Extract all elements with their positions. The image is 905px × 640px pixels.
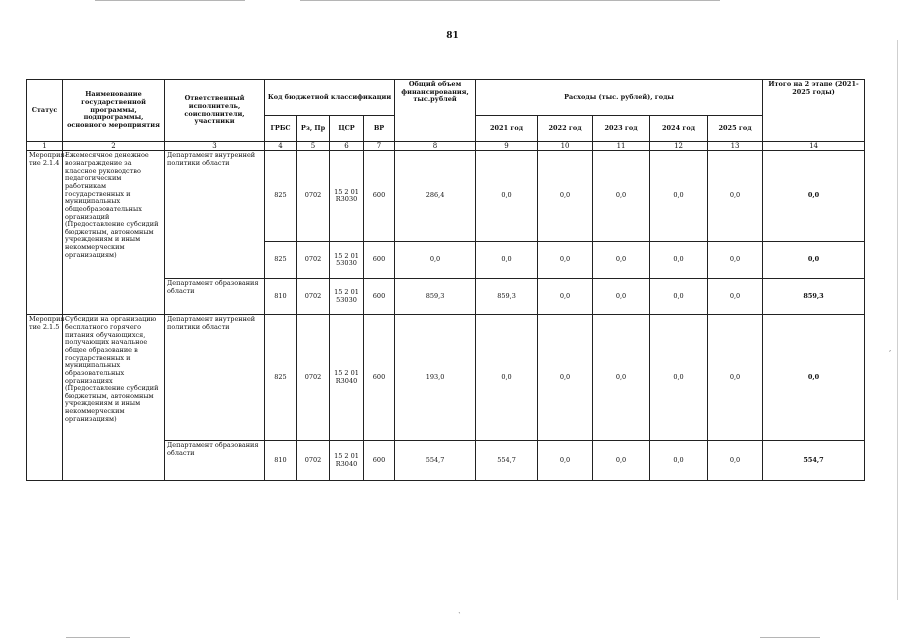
cell-grbs: 825	[265, 242, 297, 279]
cell-vr: 600	[364, 279, 395, 315]
row-status: Мероприя-тие 2.1.4	[27, 151, 63, 315]
cell-2025: 0,0	[708, 315, 763, 441]
column-number: 13	[708, 142, 763, 151]
column-number: 2	[63, 142, 165, 151]
page-number: 81	[446, 31, 459, 41]
header-year-2025: 2025 год	[708, 116, 763, 142]
cell-2025: 0,0	[708, 279, 763, 315]
cell-vr: 600	[364, 441, 395, 481]
cell-vr: 600	[364, 315, 395, 441]
column-number: 12	[650, 142, 708, 151]
cell-rzpr: 0702	[297, 151, 330, 242]
cell-grbs: 825	[265, 315, 297, 441]
cell-2023: 0,0	[593, 315, 650, 441]
column-number: 11	[593, 142, 650, 151]
cell-2024: 0,0	[650, 279, 708, 315]
header-status: Статус	[27, 80, 63, 142]
cell-grbs: 825	[265, 151, 297, 242]
row-status: Мероприя-тие 2.1.5	[27, 315, 63, 481]
cell-total: 554,7	[395, 441, 476, 481]
cell-csr: 15 2 01 53030	[330, 242, 364, 279]
cell-total: 0,0	[395, 242, 476, 279]
cell-rzpr: 0702	[297, 279, 330, 315]
cell-vr: 600	[364, 151, 395, 242]
cell-stage-total: 859,3	[763, 279, 865, 315]
row-responsible: Департамент внутренней политики области	[165, 151, 265, 279]
cell-2023: 0,0	[593, 441, 650, 481]
cell-2022: 0,0	[538, 279, 593, 315]
column-number: 9	[476, 142, 538, 151]
cell-csr: 15 2 01 53030	[330, 279, 364, 315]
cell-2025: 0,0	[708, 151, 763, 242]
header-rzpr: Рз, Пр	[297, 116, 330, 142]
row-name: Субсидии на организацию бесплатного горячего питания обучающихся, получающих начальное общее образование в государственных и муниципальных образовательных организациях (Предоставление субсидий бюджетным, автономным учреждениям и иным некоммерческим организациям)	[63, 315, 165, 481]
table-row	[27, 151, 865, 242]
table-row	[27, 315, 865, 441]
cell-2024: 0,0	[650, 441, 708, 481]
cell-grbs: 810	[265, 279, 297, 315]
scan-mark: `	[458, 612, 462, 620]
column-number: 8	[395, 142, 476, 151]
cell-2025: 0,0	[708, 242, 763, 279]
header-total-volume: Общий объем финансирования, тыс.рублей	[395, 80, 476, 142]
column-number: 3	[165, 142, 265, 151]
header-name: Наименование государственной программы, подпрограммы, основного мероприятия	[63, 80, 165, 142]
bottom-border-line	[66, 637, 130, 638]
cell-2023: 0,0	[593, 279, 650, 315]
row-name: Ежемесячное денежное вознаграждение за классное руководство педагогическим работникам государственных и муниципальных общеобразовательных организаций (Предоставление субсидий бюджетным, автономным учреждениям и иным некоммерческим организациям)	[63, 151, 165, 315]
column-number: 6	[330, 142, 364, 151]
cell-2023: 0,0	[593, 242, 650, 279]
header-budget-code: Код бюджетной классификации	[265, 80, 395, 116]
column-number: 14	[763, 142, 865, 151]
cell-stage-total: 0,0	[763, 151, 865, 242]
cell-stage-total: 554,7	[763, 441, 865, 481]
cell-total: 286,4	[395, 151, 476, 242]
right-edge-line	[897, 40, 898, 600]
column-number: 5	[297, 142, 330, 151]
top-border-line	[300, 0, 720, 1]
scan-mark: ,	[889, 345, 892, 353]
header-expenses: Расходы (тыс. рублей), годы	[476, 80, 763, 116]
header-year-2022: 2022 год	[538, 116, 593, 142]
header-vr: ВР	[364, 116, 395, 142]
cell-rzpr: 0702	[297, 441, 330, 481]
cell-rzpr: 0702	[297, 242, 330, 279]
budget-table	[26, 79, 865, 481]
column-number: 4	[265, 142, 297, 151]
header-responsible: Ответственный исполнитель, соисполнители, участники	[165, 80, 265, 142]
cell-2022: 0,0	[538, 441, 593, 481]
row-responsible: Департамент образования области	[165, 441, 265, 481]
header-year-2023: 2023 год	[593, 116, 650, 142]
cell-2022: 0,0	[538, 242, 593, 279]
cell-csr: 15 2 01 R3040	[330, 441, 364, 481]
cell-stage-total: 0,0	[763, 315, 865, 441]
cell-2021: 554,7	[476, 441, 538, 481]
cell-2021: 0,0	[476, 315, 538, 441]
cell-2022: 0,0	[538, 315, 593, 441]
cell-2021: 0,0	[476, 242, 538, 279]
top-border-line	[95, 0, 245, 1]
cell-2024: 0,0	[650, 242, 708, 279]
header-stage-total: Итого на 2 этапе (2021-2025 годы)	[763, 80, 865, 142]
header-csr: ЦСР	[330, 116, 364, 142]
column-number: 1	[27, 142, 63, 151]
cell-2023: 0,0	[593, 151, 650, 242]
cell-2022: 0,0	[538, 151, 593, 242]
cell-vr: 600	[364, 242, 395, 279]
header-year-2021: 2021 год	[476, 116, 538, 142]
cell-grbs: 810	[265, 441, 297, 481]
cell-stage-total: 0,0	[763, 242, 865, 279]
cell-csr: 15 2 01 R3030	[330, 151, 364, 242]
column-number: 7	[364, 142, 395, 151]
cell-total: 859,3	[395, 279, 476, 315]
header-grbs: ГРБС	[265, 116, 297, 142]
header-year-2024: 2024 год	[650, 116, 708, 142]
cell-2021: 0,0	[476, 151, 538, 242]
bottom-border-line	[760, 637, 820, 638]
cell-2021: 859,3	[476, 279, 538, 315]
cell-csr: 15 2 01 R3040	[330, 315, 364, 441]
column-number: 10	[538, 142, 593, 151]
cell-2024: 0,0	[650, 315, 708, 441]
cell-rzpr: 0702	[297, 315, 330, 441]
row-responsible: Департамент внутренней политики области	[165, 315, 265, 441]
row-responsible: Департамент образования области	[165, 279, 265, 315]
cell-2025: 0,0	[708, 441, 763, 481]
cell-total: 193,0	[395, 315, 476, 441]
cell-2024: 0,0	[650, 151, 708, 242]
